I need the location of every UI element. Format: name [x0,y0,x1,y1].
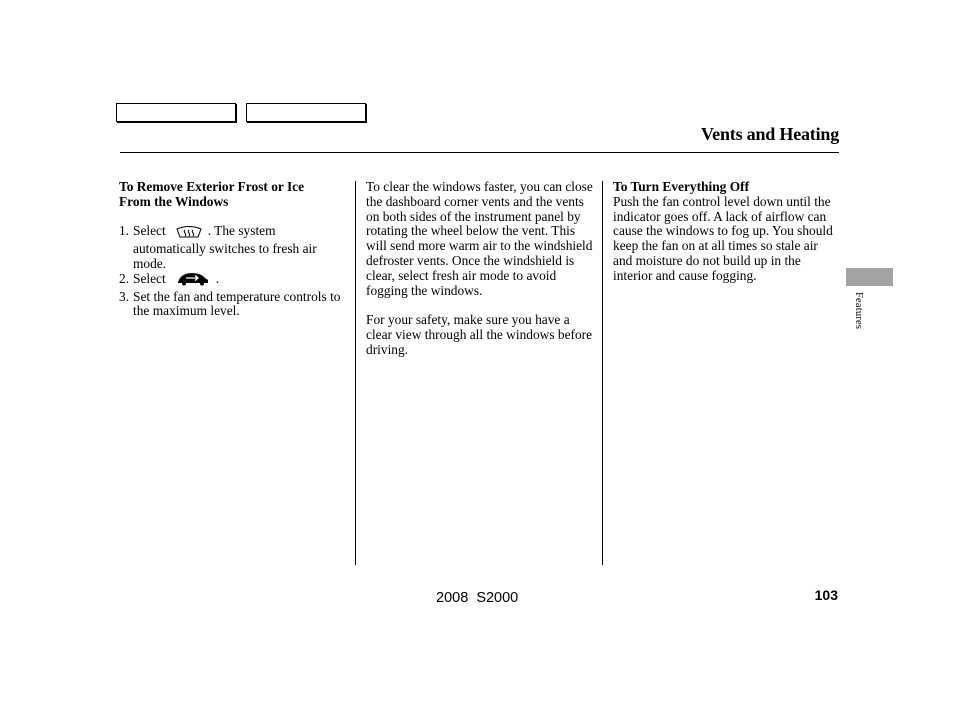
nav-button-previous[interactable] [116,103,236,122]
windshield-defrost-icon [176,225,202,242]
title-divider [120,152,839,153]
section-heading-turn-off: To Turn Everything Off [613,179,750,194]
page-number: 103 [814,587,838,603]
column-divider [355,181,356,565]
step-number: 1. [119,223,130,239]
paragraph: Push the fan control level down until the indicator goes off. A lack of airflow can cause the windows to fog up. You should keep the fan on at all times so stale air and moisture do not build up in the interior and cause fogging. [613,193,833,283]
step-text: Set the fan and temperature controls to the maximum level. [133,288,341,319]
list-item [119,290,349,320]
heading-line-2: From the Windows [119,193,229,209]
section-tab[interactable] [846,268,893,286]
nav-button-next[interactable] [246,103,366,122]
page-title: Vents and Heating [701,124,839,144]
heading-line-1: To Remove Exterior Frost or Ice [119,179,305,194]
column-middle [366,180,594,358]
section-heading-exterior-frost [119,180,349,210]
footer-model: 2008 S2000 [436,590,519,606]
step-text-pre: Select [133,223,166,239]
step-text-post: . [215,270,220,286]
column-right [613,180,839,284]
step-text-post: . The system automatically switches to fresh air mode. [133,223,317,271]
step-number: 3. [119,288,130,304]
list-item [119,224,349,271]
section-tab-label: Features [853,292,864,330]
step-text-pre: Select [133,270,166,286]
paragraph: For your safety, make sure you have a clear view through all the windows before driving. [366,312,593,357]
step-number: 2. [119,270,130,286]
steps-list [119,224,349,319]
column-left [119,180,349,319]
column-divider [602,181,603,565]
paragraph: To clear the windows faster, you can close the dashboard corner vents and the vents on both sides of the instrument panel by rotating the wheel below the vent. This will send more warm air to the windshield defroster vents. Once the windshield is clear, select fresh air mode to avoid fogging the windows. [366,179,593,298]
list-item [119,272,349,290]
fresh-air-mode-icon [176,272,210,290]
